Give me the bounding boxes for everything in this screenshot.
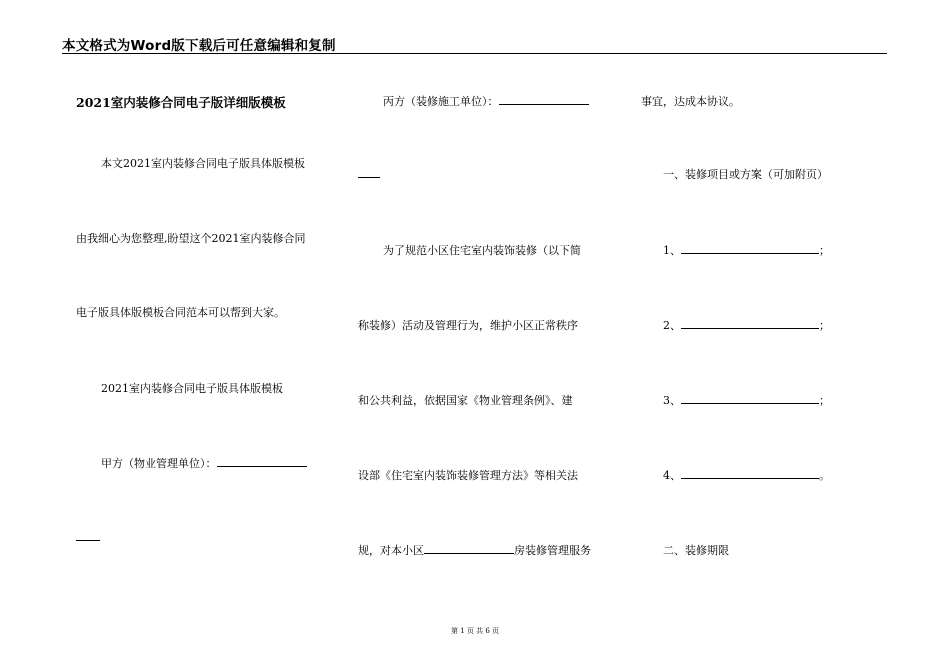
party-c-blank [499, 93, 589, 105]
paragraph-line: 电子版具体版模板合同范本可以帮到大家。 [76, 306, 285, 319]
section-heading: 一、装修项目或方案（可加附页） [663, 168, 828, 181]
document-title: 2021室内装修合同电子版详细版模板 [76, 95, 286, 110]
paragraph-line [358, 542, 591, 558]
continuation-blank [76, 529, 100, 541]
party-a-label: 甲方（物业管理单位）： [101, 457, 217, 470]
party-a-line [101, 455, 307, 471]
item-blank [681, 392, 819, 404]
paragraph-line: 事宜，达成本协议。 [641, 95, 740, 108]
item-end: ； [819, 244, 830, 257]
item-number: 4、 [663, 469, 681, 482]
party-a-blank [217, 455, 307, 467]
blank-continuation [76, 529, 100, 544]
continuation-blank [358, 166, 380, 178]
unit-blank [424, 542, 514, 554]
list-item [663, 392, 830, 408]
paragraph-line: 2021室内装修合同电子版具体版模板 [101, 382, 283, 395]
text-prefix: 规，对本小区 [358, 544, 424, 557]
text-suffix: 房装修管理服务 [514, 544, 591, 557]
list-item [663, 317, 830, 333]
item-end: ； [819, 319, 830, 332]
list-item [663, 467, 830, 483]
paragraph-line: 为了规范小区住宅室内装饰装修（以下简 [383, 244, 581, 257]
party-c-label: 丙方（装修施工单位）： [383, 95, 499, 108]
party-c-line [383, 93, 589, 109]
paragraph-line: 本文2021室内装修合同电子版具体版模板 [101, 157, 305, 170]
page-footer: 第 1 页 共 6 页 [450, 627, 500, 635]
item-number: 2、 [663, 319, 681, 332]
item-blank [681, 467, 819, 479]
item-blank [681, 317, 819, 329]
item-end: 。 [819, 469, 830, 482]
paragraph-line: 和公共利益，依据国家《物业管理条例》、建 [358, 394, 573, 407]
item-number: 1、 [663, 244, 681, 257]
item-end: ； [819, 394, 830, 407]
header-divider [62, 53, 887, 54]
item-blank [681, 242, 819, 254]
item-number: 3、 [663, 394, 681, 407]
page-header-title: 本文格式为Word版下载后可任意编辑和复制 [62, 38, 336, 54]
blank-continuation [358, 166, 380, 181]
paragraph-line: 由我细心为您整理,盼望这个2021室内装修合同 [76, 232, 306, 245]
section-heading: 二、装修期限 [663, 544, 729, 557]
list-item [663, 242, 830, 258]
paragraph-line: 设部《住宅室内装饰装修管理方法》等相关法 [358, 469, 578, 482]
paragraph-line: 称装修）活动及管理行为，维护小区正常秩序 [358, 319, 578, 332]
